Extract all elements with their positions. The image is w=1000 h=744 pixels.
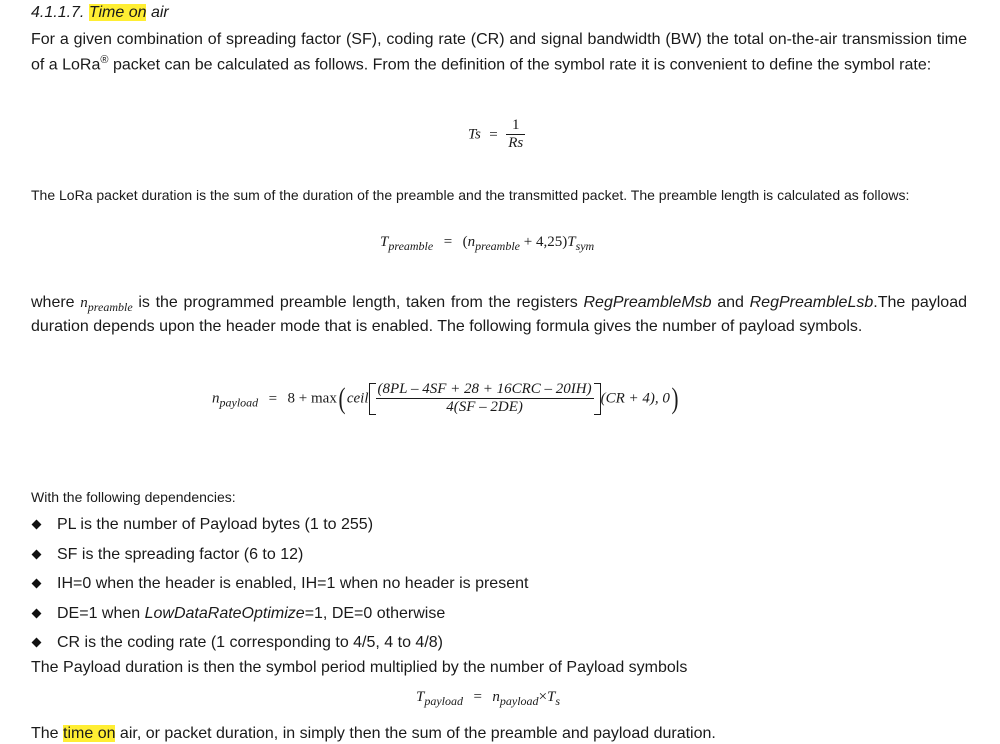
- list-item: CR is the coding rate (1 corresponding to 4/5, 4 to 4/8): [31, 632, 528, 662]
- final-paragraph: The time on air, or packet duration, in simply then the sum of the preamble and payload duration.: [31, 725, 716, 742]
- fraction-ts: $\frac{1}{Rs}$: [508, 117, 524, 151]
- equation-payload: $n_{payload} = 8 + \max$( ceil $\frac{\text{(8PL – 4SF + 28 + 16CRC – 20IH)}}{4(SF - 2DE)}$ (CR + 4), 0): [212, 381, 679, 415]
- list-item: DE=1 when LowDataRateOptimize=1, DE=0 otherwise: [31, 603, 528, 633]
- diamond-bullet-icon: [32, 579, 42, 589]
- diamond-bullet-icon: [32, 549, 42, 559]
- dependencies-title: With the following dependencies:: [31, 489, 236, 505]
- left-bracket: [369, 383, 376, 415]
- payload-duration-paragraph: The Payload duration is then the symbol period multiplied by the number of Payload symbols: [31, 659, 688, 676]
- equation-ts: Ts = $\frac{1}{Rs}$: [468, 117, 524, 151]
- packet-duration-paragraph: The LoRa packet duration is the sum of the duration of the preamble and the transmitted packet. The preamble length is calculated as follows:: [31, 187, 910, 203]
- preamble-description-paragraph: where $n_{preamble}$ is the programmed preamble length, taken from the registers RegPreambleMsb and RegPreambleLsb.The payload duration depends upon the header mode that is enabled. The following formula gives the number of payload symbols.: [31, 294, 967, 335]
- registered-mark: ®: [100, 54, 109, 66]
- dependencies-list: [31, 514, 528, 662]
- diamond-bullet-icon: [32, 638, 42, 648]
- register-lsb: RegPreambleLsb: [749, 294, 874, 311]
- diamond-bullet-icon: [32, 608, 42, 618]
- equation-tpayload: $T_{payload} = n_{payload}\times T_s$: [416, 689, 561, 708]
- list-item: PL is the number of Payload bytes (1 to 255): [31, 514, 528, 544]
- final-highlight: time on: [63, 725, 116, 742]
- register-msb: RegPreambleMsb: [583, 294, 712, 311]
- intro-paragraph: For a given combination of spreading factor (SF), coding rate (CR) and signal bandwidth (BW) the total on-the-air transmission time of a LoRa® packet can be calculated as follows. From the definition of the symbol rate it is convenient to define the symbol rate:: [31, 31, 967, 74]
- list-item: IH=0 when the header is enabled, IH=1 when no header is present: [31, 573, 528, 603]
- diamond-bullet-icon: [32, 520, 42, 530]
- right-bracket: [594, 383, 601, 415]
- heading-highlight: Time on: [88, 4, 147, 21]
- list-item: SF is the spreading factor (6 to 12): [31, 544, 528, 574]
- equation-preamble: $T_{preamble} = (n_{preamble} + 4,25)T_{sym}$: [380, 234, 595, 253]
- section-number: 4.1.1.7.: [31, 4, 85, 21]
- fraction-payload: $\frac{\text{(8PL – 4SF + 28 + 16CRC – 20IH)}}{4(SF - 2DE)}$: [377, 381, 592, 415]
- section-heading: [31, 4, 169, 22]
- heading-rest: air: [150, 4, 169, 21]
